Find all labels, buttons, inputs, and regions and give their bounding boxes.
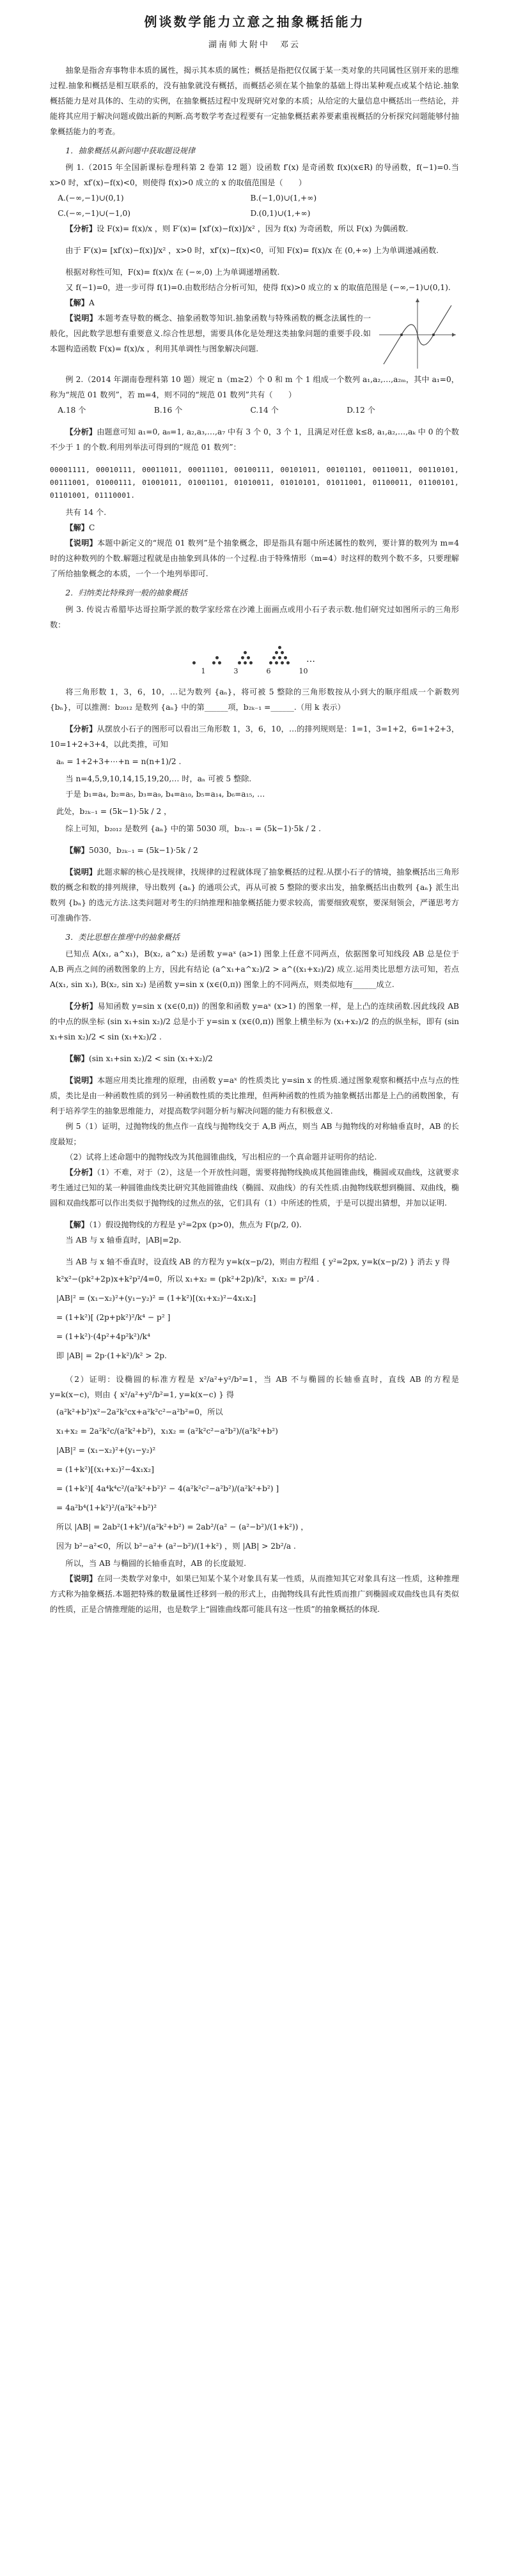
option-b: B.(−1,0)∪(1,+∞) [250, 194, 317, 203]
document-page [50, 12, 459, 1617]
example-4-answer: 【 解 】 (sin x₁+sin x₂)/2 < sin (x₁+x₂)/2 [50, 1051, 459, 1066]
ellipsis: … [306, 654, 316, 664]
triangle-6 [238, 649, 253, 664]
example-3-answer: 【 解 】 5030，b₂ₖ₋₁ = (5k−1)·5k / 2 [50, 843, 459, 858]
example-5-stem: 例 5（1）证明，过抛物线的焦点作一直线与抛物线交于 A,B 两点，则当 AB 与抛物线的对称轴垂直时，AB 的长度最短； [50, 1122, 459, 1146]
example-1-answer-row [50, 295, 459, 372]
triangle-1 [192, 659, 196, 664]
example-5-eq-1: k²x²−(pk²+2p)x+k²p²/4=0，所以 x₁+x₂ = (pk²+2p)/k²，x₁x₂ = p²/4 . [56, 1275, 320, 1284]
example-4-analysis: 【 分析 】 易知函数 y=sin x (x∈(0,π)) 的图象和函数 y=aˣ (x>1) 的图象一样，是上凸的连续函数.因此线段 AB 的中点的纵坐标 (sin x₁+sin x₂)/2 总是小于 y=sin x (x∈(0,π)) 图象上横坐标为 (x₁+x₂)/2 的点的纵坐标，即有 (sin x₁+sin x₂)/2 < sin (x₁+x₂)/2 . [50, 999, 459, 1045]
example-5-eq-8: |AB|² = (x₁−x₂)²+(y₁−y₂)² [56, 1446, 156, 1455]
example-5-eq-2: |AB|² = (x₁−x₂)²+(y₁−y₂)² = (1+k²)[(x₁+x₂)²−4x₁x₂] [56, 1294, 256, 1303]
example-2-stem: 例 2.（2014 年湖南卷理科第 10 题）规定 n（m≥2）个 0 和 m 个 1 组成一个数列 a₁,a₂,…,a₂ₘ，其中 a₁=0，称为“规范 01 数列”，若 m=4，则不同的“规范 01 数列”共有（ ） [50, 375, 459, 399]
example-5-eq-10: = (1+k²)[ 4a⁴k⁴c²/(a²k²+b²)² − 4(a²k²c²−a²b²)/(a²k²+b²) ] [56, 1484, 279, 1493]
example-5-eq-6: (a²k²+b²)x²−2a²k²cx+a²k²c²−a²b²=0，所以 [56, 1407, 223, 1416]
example-5-eq-4: = (1+k²)·(4p²+4p²k²)/k⁴ [56, 1332, 150, 1341]
example-5-eq-12: 所以 |AB| = 2ab²(1+k²)/(a²k²+b²) = 2ab²/(a² − (a²−b²)/(1+k²)) ， [56, 1522, 309, 1531]
example-5-eq-7: x₁+x₂ = 2a²k²c/(a²k²+b²)，x₁x₂ = (a²k²c²−a²b²)/(a²k²+b²) [56, 1427, 278, 1436]
example-2-analysis: 【 分析 】 由题意可知 a₁=0, a₈=1, a₂,a₃,…,a₇ 中有 3 个 0，3 个 1，且满足对任意 k≤8, a₁,a₂,…,aₖ 中 0 的个数不少于 1 的个数.利用列举法可得到的“规范 01 数列”： [50, 424, 459, 455]
example-2-options [50, 402, 459, 418]
formula-b2k-1: 此处，b₂ₖ₋₁ = (5k−1)·5k / 2 ， [56, 807, 172, 816]
section-heading-1: 1．抽象概括从新问题中获取题设规律 [65, 146, 196, 155]
option-c: C.(−∞,−1)∪(−1,0) [58, 209, 130, 218]
triangle-3 [212, 654, 221, 664]
example-4-stem: 已知点 A(x₁, a^x₁)，B(x₂, a^x₂) 是函数 y=aˣ (a>1) 图象上任意不同两点，依据图象可知线段 AB 总是位于 A,B 两点之间的函数图象的上方，因此有结论 (a^x₁+a^x₂)/2 > a^((x₁+x₂)/2) 成立.运用类比思想方法可知，若点 A(x₁, sin x₁), B(x₂, sin x₂) 是函数 y=sin x (x∈(0,π)) 图象上的不同两点，则类似地有______成立. [50, 949, 459, 989]
option-d: D.(0,1)∪(1,+∞) [250, 209, 311, 218]
section-heading-2: 2．归纳类比特殊到一般的抽象概括 [65, 588, 187, 597]
example-1-comment: 【 说明 】 本题考查导数的概念、抽象函数等知识.抽象函数与特殊函数的概念法属性的一般化，因此数学思想有重要意义.综合性思想，需要具体化是处理这类抽象问题的重要手段.如本题构造函数 F(x)= f(x)/x ，利用其单调性与图象解决问题. [50, 310, 371, 356]
example-5-eq-13: 因为 b²−a²<0，所以 b²−a²+ (a²−b²)/(1+k²) ，则 |AB| > 2b²/a . [56, 1542, 296, 1551]
option-a: A.(−∞,−1)∪(0,1) [58, 194, 124, 203]
example-5-solution-1: 【 解 】 （1）假设抛物线的方程是 y²=2px (p>0)，焦点为 F(p/2, 0). [50, 1217, 459, 1232]
example-5-analysis: 【 分析 】 （1）不难，对于（2），这是一个开放性问题，需要将抛物线换成其他圆锥曲线，椭圆或双曲线，这就要求考生通过已知的某一种圆锥曲线类比研究其他圆锥曲线（椭圆、双曲线）的有关性质.由抛物线联想到椭圆、双曲线，椭圆和双曲线都可以作出类似于抛物线的过焦点的弦，它们具有（1）中所述的性质，于是可以提出猜想，并加以证明. [50, 1165, 459, 1211]
triangular-number-labels: 1 3 6 10 [201, 667, 308, 675]
example-5-eq-9: = (1+k²)[(x₁+x₂)²−4x₁x₂] [56, 1465, 154, 1474]
example-3-analysis-6: 综上可知，b₂₀₁₂ 是数列 {aₙ} 中的第 5030 项，b₂ₖ₋₁ = (5k−1)·5k / 2 . [65, 824, 322, 833]
example-1-analysis-2: 由于 F′(x)= [xf′(x)−f(x)]/x² ，x>0 时，xf′(x)−f(x)<0，可知 F(x)= f(x)/x 在 (0,+∞) 上为单调递减函数. [65, 246, 439, 255]
intro-paragraph: 抽象是指舍弃事物非本质的属性，揭示其本质的属性；概括是指把仅仅属于某一类对象的共同属性区别开来的思维过程.抽象和概括是相互联系的，没有抽象就没有概括，而概括必须在某个抽象的基础上得出某种观点或某个结论.抽象概括能力是对具体的、生动的实例，在抽象概括过程中发现研究对象的本质；从给定的大量信息中概括出一些结论，并能将其应用于解决问题或做出新的判断.高考数学考查过程要有一定抽象概括素养要素重视概括的分析探究问题能够付抽象概括能力的考查。 [50, 66, 459, 136]
example-5-conclusion: 所以，当 AB 与椭圆的长轴垂直时，AB 的长度最短. [65, 1559, 246, 1568]
example-5-solution-2: 当 AB 与 x 轴垂直时，|AB|=2p. [65, 1236, 182, 1245]
example-2-sequence-list: 00001111, 00010111, 00011011, 00011101, 00100111, 00101011, 00101101, 00110011, 00110101, 00111001, 01000111, 01001011, 01001101, 01010011, 01010101, 01011001, 01100011, 01100101, 01101001, 01110001. [50, 466, 459, 500]
example-3-analysis-4: 于是 b₁=a₄, b₂=a₅, b₃=a₉, b₄=a₁₀, b₅=a₁₄, b₆=a₁₅, … [65, 790, 265, 799]
example-1-analysis-4: 又 f(−1)=0，进一步可得 f(1)=0.由数形结合分析可知，使得 f(x)>0 成立的 x 的取值范围是 (−∞,−1)∪(0,1). [65, 283, 451, 292]
option-c: C.14 个 [250, 406, 279, 415]
example-5-eq-5: 即 |AB| = 2p·(1+k²)/k² > 2p. [56, 1351, 167, 1360]
example-1-answer: 【 解 】 A [50, 295, 371, 310]
example-3-analysis-1: 【 分析 】 从摆放小石子的图形可以看出三角形数 1，3，6，10，…的排列规则是：1=1，3=1+2，6=1+2+3，10=1+2+3+4，以此类推，可知 [50, 721, 459, 752]
function-graph-figure [376, 295, 459, 372]
option-d: D.12 个 [347, 406, 375, 415]
formula-an: aₙ = 1+2+3+⋯+n = n(n+1)/2 . [56, 757, 182, 766]
example-1-analysis-3: 根据对称性可知，F(x)= f(x)/x 在 (−∞,0) 上为单调递增函数. [65, 268, 280, 277]
example-2-count: 共有 14 个. [65, 508, 107, 517]
author-line: 湖南师大附中 邓云 [208, 40, 300, 50]
example-5-comment: 【 说明 】 在同一类数学对象中，如果已知某个某个对象具有某一性质，从而推知其它对象具有这一性质，这种推理方式称为抽象概括.本题把特殊的数量属性迁移到一般的形式上，由抛物线具有此性质而推广到椭圆或双曲线也具有类似的性质，正是合情推理能的运用，也是数学上“圆锥曲线都可能具有这一性质”的抽象概括的体现. [50, 1571, 459, 1617]
example-1-stem: 例 1.（2015 年全国新课标卷理科第 2 卷第 12 题）设函数 f′(x) 是奇函数 f(x)(x∈R) 的导函数，f(−1)=0.当 x>0 时，xf′(x)−f(x)<0，则使得 f(x)>0 成立的 x 的取值范围是（ ） [50, 163, 459, 187]
example-5-eq-3: = (1+k²)[ (2p+pk²)²/k⁴ − p² ] [56, 1313, 171, 1322]
triangle-10 [269, 644, 290, 664]
example-5-solution-4: （2）证明：设椭圆的标准方程是 x²/a²+y²/b²=1，当 AB 不与椭圆的长轴垂直时，直线 AB 的方程是 y=k(x−c)，则由 { x²/a²+y²/b²=1, y=k(x−c) } 得 [50, 1375, 459, 1399]
option-b: B.16 个 [153, 406, 183, 415]
section-heading-3: 3．类比思想在推理中的抽象概括 [65, 933, 180, 942]
example-4-comment: 【 说明 】 本题应用类比推理的原理，由函数 y=aˣ 的性质类比 y=sin x 的性质.通过图象观察和概括中点与点的性质，类比是由一种函数性质的到另一种函数性质的类比推理，但两种函数的性质为抽象概括出都是上凸的函数图象，有利于培养学生的抽象思维能力，对提高数学问题分析与解决问题的能力有积极意义. [50, 1073, 459, 1119]
example-2-comment: 【 说明 】 本题中新定义的“规范 01 数列”是个抽象概念，即是指具有题中所述属性的数列，要计算的数列为 m=4 时的这种数列的个数.解题过程就是由抽象到具体的一个过程.由于特殊情形（m=4）时这样的数列个数不多，只要理解了所给抽象概念的本质，一个一个地列举即可. [50, 535, 459, 581]
page-title: 例谈数学能力立意之抽象概括能力 [144, 14, 365, 29]
example-5-solution-3: 当 AB 与 x 轴不垂直时，设直线 AB 的方程为 y=k(x−p/2)，则由方程组 { y²=2px, y=k(x−p/2) } 消去 y 得 [65, 1257, 450, 1266]
example-5-eq-11: = 4a²b⁴(1+k²)²/(a²k²+b²)² [56, 1503, 157, 1512]
example-3-comment: 【 说明 】 此题求解的核心是找规律，找规律的过程就体现了抽象概括的过程.从摆小石子的情境，抽象概括出三角形数的概念和数的排列规律，导出数列 {aₙ} 的通项公式，再从可被 5 整除的要求出发，抽象概括出由数列 {aₙ} 派生出数列 {bₙ} 的选元方法.这类问题对考生的归纳推理和抽象概括能力要求较高，需要细致观察，要深刻领会，严谨思考方可准确作答. [50, 864, 459, 926]
example-2-answer: 【 解 】 C [50, 520, 459, 535]
example-3-analysis-3: 当 n=4,5,9,10,14,15,19,20,… 时，aₙ 可被 5 整除. [65, 774, 252, 783]
example-3-question: 将三角形数 1，3，6，10，…记为数列 {aₙ}，将可被 5 整除的三角形数按从小到大的顺序组成一个新数列 {bₙ}，可以推测：b₂₀₁₂ 是数列 {aₙ} 中的第______项，b₂ₖ₋₁ =______.（用 k 表示） [50, 687, 459, 712]
analysis-tag: 【 分析 】 [65, 224, 97, 233]
option-a: A.18 个 [58, 406, 86, 415]
example-1-analysis-1: 【 分析 】 设 F(x)= f(x)/x ，则 F′(x)= [xf′(x)−f(x)]/x² ，因为 f(x) 为奇函数，所以 F(x) 为偶函数. [50, 221, 459, 236]
triangular-numbers-figure [50, 644, 459, 664]
example-3-stem: 例 3. 传说古希腊毕达哥拉斯学派的数学家经常在沙滩上面画点或用小石子表示数.他们研究过如图所示的三角形数： [50, 605, 459, 629]
example-1-options [50, 190, 459, 221]
example-5-stem-2: （2）试将上述命题中的抛物线改为其他圆锥曲线，写出相应的一个真命题并证明你的结论. [65, 1153, 377, 1162]
